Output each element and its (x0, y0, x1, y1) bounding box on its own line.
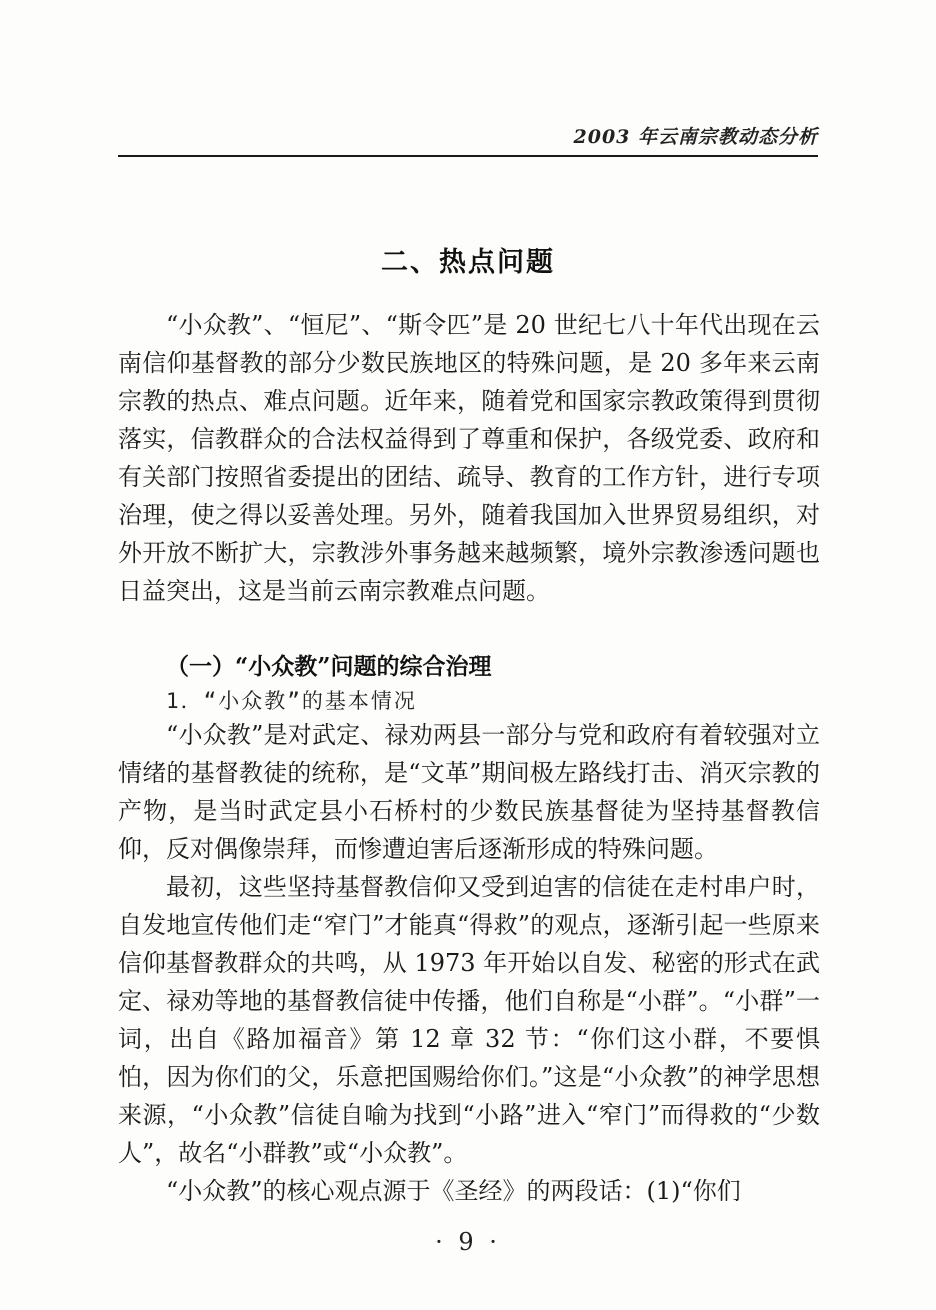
section-title: 二、热点问题 (381, 247, 555, 278)
subsection-subheading: 1．“小众教”的基本情况 (166, 689, 417, 713)
body-paragraph-2: 最初，这些坚持基督教信仰又受到迫害的信徒在走村串户时，自发地宣传他们走“窄门”才能真“得救”的观点，逐渐引起一些原来信仰基督教群众的共鸣，从 1973 年开始以自发、秘密的形式在武定、禄劝等地的基督教信徒中传播，他们自称是“小群”。“小群”一词，出自《路加福音》第 12 章 32 节：“你们这小群，不要惧怕，因为你们的父，乐意把国赐给你们。”这是“小众教”的神学思想来源，“小众教”信徒自喻为找到“小路”进入“窄门”而得救的“少数人”，故名“小群教”或“小众教”。 (118, 873, 820, 1167)
header-rule (118, 155, 818, 157)
body-paragraph-1: “小众教”是对武定、禄劝两县一部分与党和政府有着较强对立情绪的基督教徒的统称，是“文革”期间极左路线打击、消灭宗教的产物，是当时武定县小石桥村的少数民族基督徒为坚持基督教信仰，反对偶像崇拜，而惨遭迫害后逐渐形成的特殊问题。 (118, 721, 820, 863)
intro-paragraph: “小众教”、“恒尼”、“斯令匹”是 20 世纪七八十年代出现在云南信仰基督教的部分少数民族地区的特殊问题，是 20 多年来云南宗教的热点、难点问题。近年来，随着党和国家宗教政策得到贯彻落实，信教群众的合法权益得到了尊重和保护，各级党委、政府和有关部门按照省委提出的团结、疏导、教育的工作方针，进行专项治理，使之得以妥善处理。另外，随着我国加入世界贸易组织，对外开放不断扩大，宗教涉外事务越来越频繁，境外宗教渗透问题也日益突出，这是当前云南宗教难点问题。 (118, 311, 820, 605)
body-paragraph-3: “小众教”的核心观点源于《圣经》的两段话：(1)“你们 (166, 1177, 741, 1205)
running-header: 2003 年云南宗教动态分析 (573, 126, 818, 148)
subsection-heading: （一）“小众教”问题的综合治理 (166, 653, 492, 680)
page-number: · 9 · (435, 1228, 501, 1256)
